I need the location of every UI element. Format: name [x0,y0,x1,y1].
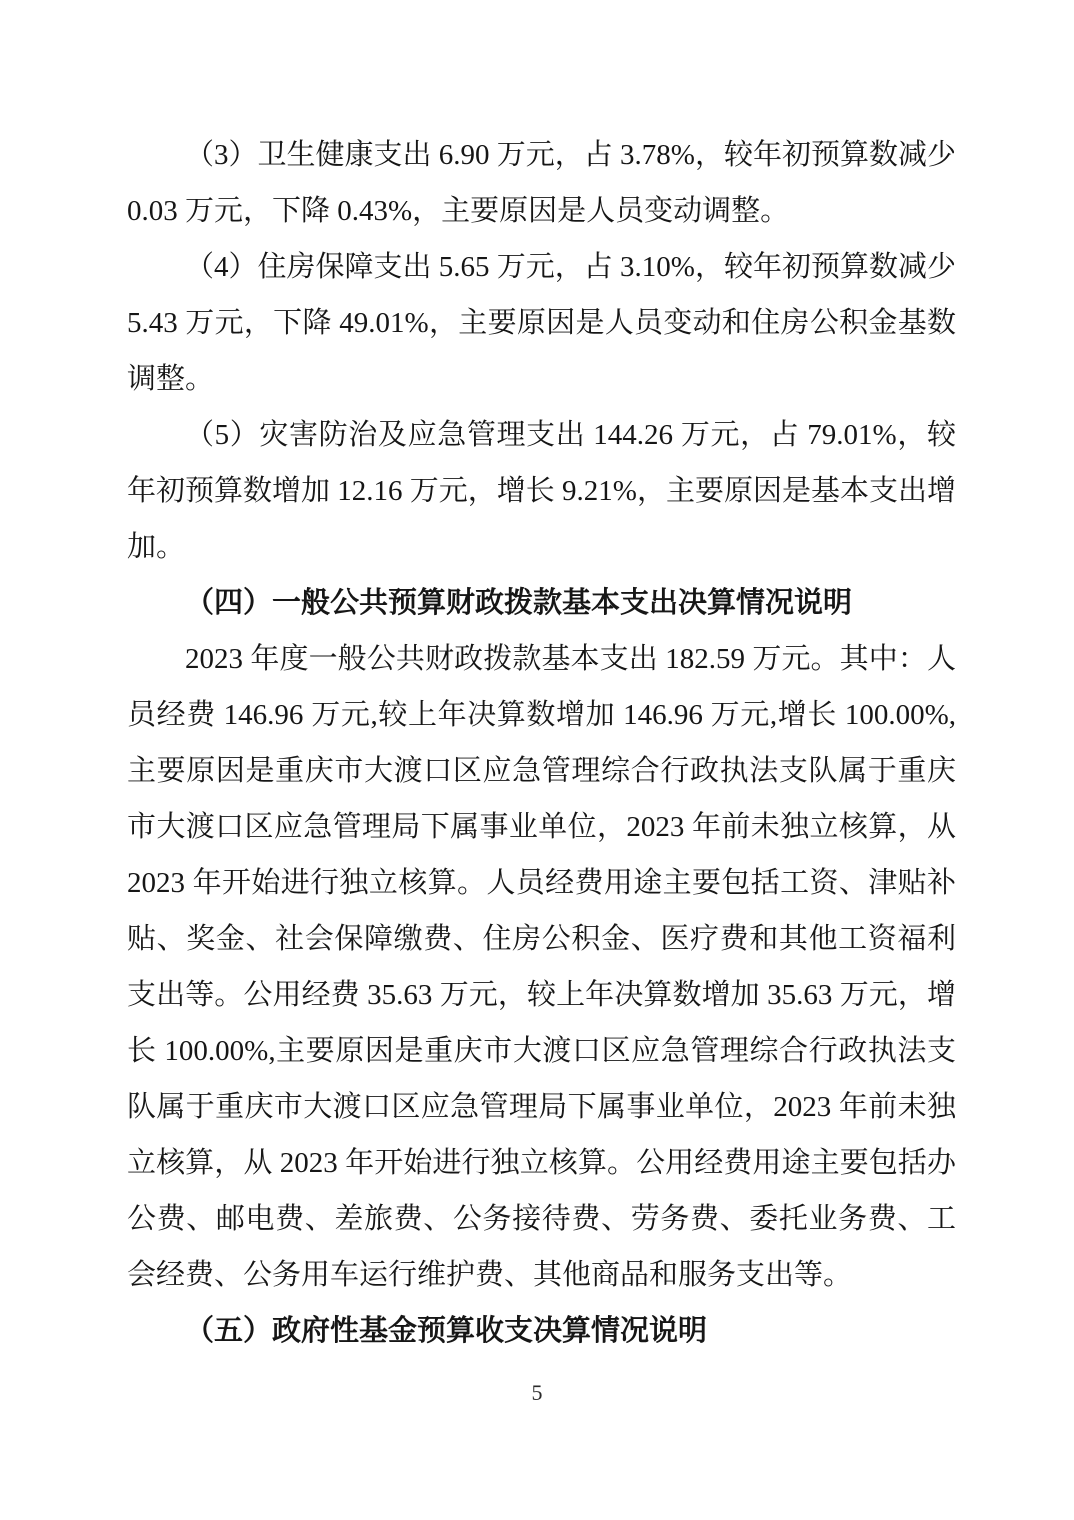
heading-text-line: （五）政府性基金预算收支决算情况说明 [185,1315,708,1347]
text-line: 立核算，从 2023 年开始进行独立核算。公用经费用途主要包括办 [127,1147,956,1179]
text-line: 会经费、公务用车运行维护费、其他商品和服务支出等。 [127,1259,853,1291]
text-line: 主要原因是重庆市大渡口区应急管理综合行政执法支队属于重庆 [127,755,956,787]
document-body [127,127,956,1359]
text-line: 贴、奖金、社会保障缴费、住房公积金、医疗费和其他工资福利 [127,923,956,955]
paragraph-disaster-management-expenditure [127,407,956,575]
text-line: 市大渡口区应急管理局下属事业单位，2023 年前未独立核算，从 [127,811,956,843]
text-line: 员经费 146.96 万元,较上年决算数增加 146.96 万元,增长 100.00%, [127,699,956,731]
heading-text-line: （四）一般公共预算财政拨款基本支出决算情况说明 [185,587,853,619]
text-line: （5）灾害防治及应急管理支出 144.26 万元，占 79.01%，较 [185,419,956,451]
paragraph-health-expenditure [127,127,956,239]
section-heading-government-fund [127,1303,956,1359]
text-line: 公费、邮电费、差旅费、公务接待费、劳务费、委托业务费、工 [127,1203,956,1235]
text-line: 队属于重庆市大渡口区应急管理局下属事业单位，2023 年前未独 [127,1091,956,1123]
text-line: 2023 年度一般公共财政拨款基本支出 182.59 万元。其中：人 [185,643,956,675]
text-line: （4）住房保障支出 5.65 万元，占 3.10%，较年初预算数减少 [185,251,956,283]
text-line: （3）卫生健康支出 6.90 万元，占 3.78%，较年初预算数减少 [185,139,956,171]
text-line: 0.03 万元，下降 0.43%，主要原因是人员变动调整。 [127,195,790,227]
page-number: 5 [531,1380,543,1405]
text-line: 年初预算数增加 12.16 万元，增长 9.21%，主要原因是基本支出增 [127,475,956,507]
paragraph-basic-expenditure-detail [127,631,956,1303]
text-line: 长 100.00%,主要原因是重庆市大渡口区应急管理综合行政执法支 [127,1035,956,1067]
text-line: 2023 年开始进行独立核算。人员经费用途主要包括工资、津贴补 [127,867,956,899]
text-line: 5.43 万元，下降 49.01%，主要原因是人员变动和住房公积金基数 [127,307,956,339]
text-line: 支出等。公用经费 35.63 万元，较上年决算数增加 35.63 万元，增 [127,979,956,1011]
page-footer [0,1378,1074,1408]
section-heading-basic-expenditure [127,575,956,631]
text-line: 加。 [127,531,186,563]
paragraph-housing-expenditure [127,239,956,407]
text-line: 调整。 [127,363,215,395]
